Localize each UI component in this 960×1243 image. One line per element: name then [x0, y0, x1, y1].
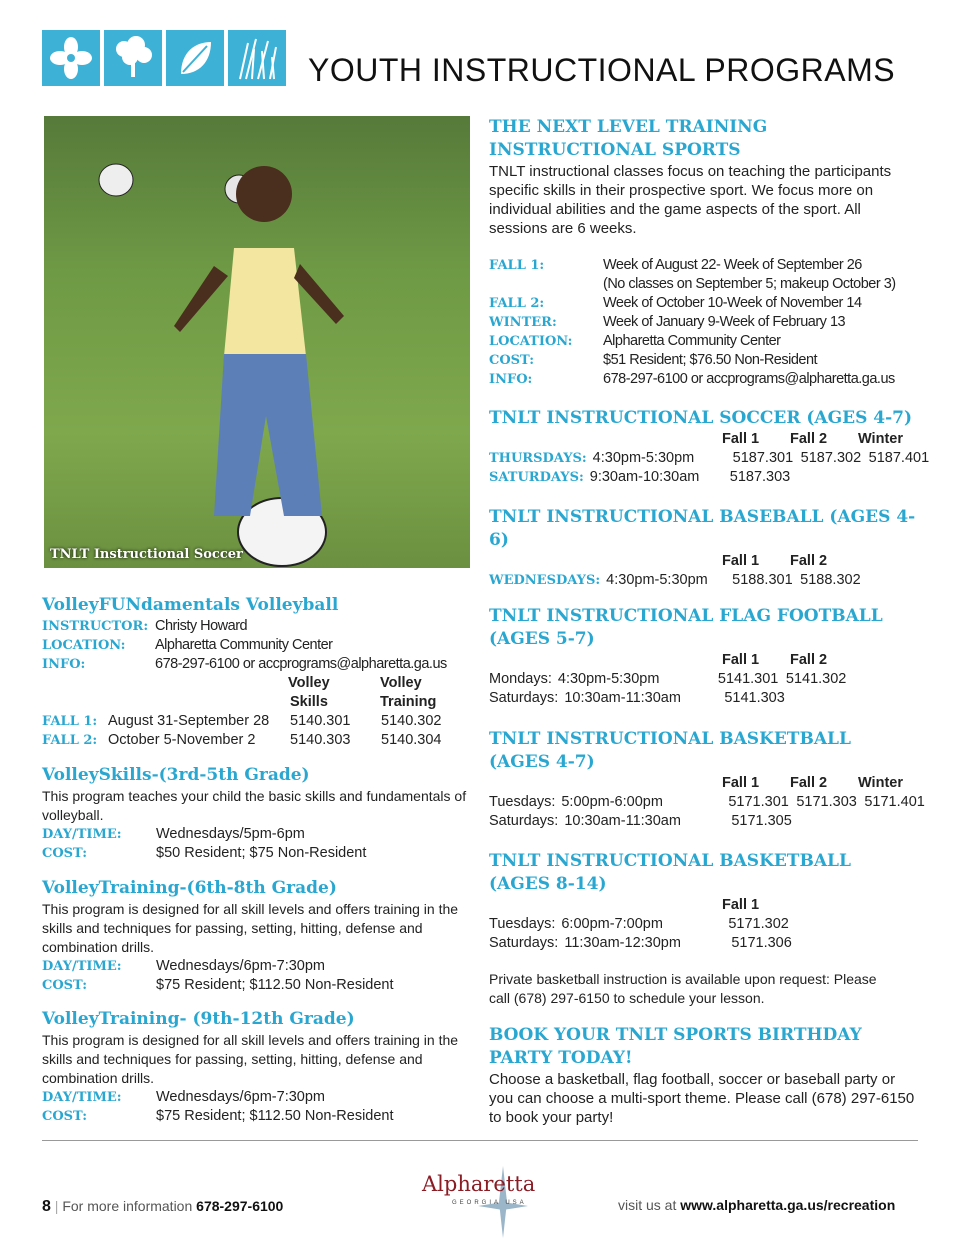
course-code: 5171.301	[728, 794, 789, 810]
field-label: COST:	[489, 353, 535, 368]
footer-url[interactable]: www.alpharetta.ga.us/recreation	[680, 1197, 896, 1213]
time-value: 4:30pm-5:30pm	[557, 671, 660, 687]
course-code	[866, 468, 934, 487]
footer-phone: 678-297-6100	[196, 1198, 284, 1214]
time-value: 4:30pm-5:30pm	[606, 572, 708, 588]
info-row	[489, 256, 919, 275]
field-label: INSTRUCTOR:	[42, 619, 149, 634]
section-heading: VolleyFUNdamentals Volleyball	[42, 595, 339, 615]
course-code: 5140.304	[381, 732, 442, 748]
section-description: Choose a basketball, flag football, soccer or baseball party or you can choose a multi-sport theme. Please call (678) 297-6150 to book your party!	[489, 1071, 915, 1126]
field-label: INFO:	[489, 372, 533, 387]
course-code: 5171.302	[728, 916, 789, 932]
info-row	[489, 313, 919, 332]
footer-visit-text: visit us at	[618, 1197, 677, 1213]
field-value: Week of August 22- Week of September 26	[603, 257, 862, 273]
section-heading: VolleyTraining-(6th-8th Grade)	[42, 878, 337, 898]
column-header: Skills	[290, 694, 328, 710]
course-code: 5171.303	[796, 794, 857, 810]
course-code: 5187.301	[732, 450, 794, 466]
field-value: (No classes on September 5; makeup October 3)	[603, 276, 896, 292]
info-row	[42, 655, 472, 674]
column-header: Fall 1	[722, 553, 760, 569]
column-header: Training	[380, 694, 437, 710]
section-heading: (AGES 8-14)	[489, 874, 607, 894]
field-label: DAY/TIME:	[42, 827, 122, 842]
leaf-icon	[166, 30, 224, 86]
baseball-section	[489, 506, 929, 590]
section-heading: TNLT INSTRUCTIONAL SOCCER (AGES 4-7)	[489, 408, 913, 428]
time-value: 5:00pm-6:00pm	[561, 794, 663, 810]
section-heading: INSTRUCTIONAL SPORTS	[489, 140, 741, 160]
column-header: Volley	[380, 675, 422, 691]
table-row	[489, 468, 929, 487]
footer-right	[618, 1197, 895, 1213]
field-value: 678-297-6100 or accprograms@alpharetta.ga.us	[155, 656, 447, 672]
field-value: $50 Resident; $75 Non-Resident	[156, 845, 367, 861]
course-code	[799, 812, 867, 831]
time-value: 9:30am-10:30am	[589, 469, 700, 485]
field-label: FALL 1:	[489, 258, 545, 273]
column-header: Winter	[858, 431, 903, 447]
table-row	[489, 915, 929, 934]
day-label: Tuesdays:	[489, 916, 556, 932]
course-code: 5187.401	[868, 450, 930, 466]
field-value: $75 Resident; $112.50 Non-Resident	[156, 1108, 394, 1124]
course-code: 5187.302	[800, 450, 862, 466]
day-label: Tuesdays:	[489, 794, 556, 810]
info-row	[489, 294, 919, 313]
section-heading: TNLT INSTRUCTIONAL FLAG FOOTBALL	[489, 606, 883, 626]
course-code: 5171.306	[731, 935, 792, 951]
session-table	[42, 712, 472, 750]
field-value: Alpharetta Community Center	[603, 333, 781, 349]
schedule-table	[489, 774, 929, 831]
field-label: LOCATION:	[489, 334, 573, 349]
column-header: Fall 2	[790, 431, 828, 447]
column-header: Fall 2	[790, 775, 828, 791]
course-code: 5140.303	[290, 732, 351, 748]
footer-info-text: For more information	[62, 1198, 193, 1214]
column-headers	[722, 430, 929, 449]
course-code	[792, 689, 860, 708]
field-label: COST:	[42, 846, 88, 861]
schedule-table	[489, 552, 929, 590]
column-header: Fall 1	[722, 431, 760, 447]
course-code	[867, 812, 935, 831]
grass-icon	[228, 30, 286, 86]
section-heading: VolleySkills-(3rd-5th Grade)	[42, 765, 310, 785]
column-headers	[722, 651, 929, 670]
day-label: Saturdays:	[489, 690, 559, 706]
column-headers	[722, 896, 929, 915]
section-heading: TNLT INSTRUCTIONAL BASEBALL (AGES 4-6)	[489, 507, 916, 550]
field-value: $51 Resident; $76.50 Non-Resident	[603, 352, 818, 368]
page-number: 8	[42, 1198, 51, 1215]
logo-wordmark: Alpharetta	[422, 1172, 536, 1196]
alpharetta-logo	[418, 1166, 538, 1238]
soccer-section	[489, 407, 929, 487]
info-row	[489, 275, 919, 294]
session-dates: October 5-November 2	[108, 732, 256, 748]
field-label: DAY/TIME:	[42, 1090, 122, 1105]
day-label: Mondays:	[489, 671, 552, 687]
footer-left	[42, 1198, 283, 1216]
field-label	[489, 275, 603, 294]
next-level-section	[489, 116, 919, 389]
section-description: This program is designed for all skill levels and offers training in the skills and techniques for passing, setting, hitting, defense and combination drills.	[42, 901, 459, 955]
session-row	[42, 731, 472, 750]
column-header: Volley	[288, 675, 330, 691]
info-row	[489, 351, 919, 370]
schedule-table	[489, 896, 929, 953]
field-label: INFO:	[42, 657, 86, 672]
field-label: COST:	[42, 1109, 88, 1124]
course-code: 5187.303	[729, 469, 791, 485]
field-value: Christy Howard	[155, 618, 248, 634]
field-value: 678-297-6100 or accprograms@alpharetta.ga.us	[603, 371, 895, 387]
logo-subtitle: GEORGIA USA	[452, 1200, 527, 1206]
course-code: 5188.301	[732, 572, 793, 588]
time-value: 11:30am-12:30pm	[564, 935, 681, 951]
course-code: 5141.302	[785, 671, 847, 687]
section-description: This program is designed for all skill levels and offers training in the skills and techniques for passing, setting, hitting, defense and combination drills.	[42, 1032, 459, 1086]
table-row	[489, 812, 929, 831]
column-headers	[722, 774, 929, 793]
header-icons	[42, 30, 286, 86]
column-header: Fall 1	[722, 652, 760, 668]
course-code: 5141.303	[724, 690, 785, 706]
course-code: 5140.301	[290, 713, 351, 729]
column-header: Fall 1	[722, 775, 760, 791]
footer-separator: |	[54, 1198, 59, 1214]
day-label: WEDNESDAYS:	[489, 573, 601, 588]
table-row	[489, 934, 929, 953]
section-heading: (AGES 5-7)	[489, 629, 595, 649]
page-title: YOUTH INSTRUCTIONAL PROGRAMS	[308, 52, 896, 88]
course-code	[798, 468, 866, 487]
tree-icon	[104, 30, 162, 86]
column-header: Fall 1	[722, 897, 760, 913]
section-heading: (AGES 4-7)	[489, 752, 595, 772]
schedule-table	[489, 430, 929, 487]
field-value: $75 Resident; $112.50 Non-Resident	[156, 977, 394, 993]
day-label: Saturdays:	[489, 813, 559, 829]
field-value: Wednesdays/5pm-6pm	[156, 826, 305, 842]
footer-divider	[42, 1140, 918, 1141]
flower-icon	[42, 30, 100, 86]
basketball-8-14-section	[489, 850, 929, 1008]
section-heading: TNLT INSTRUCTIONAL BASKETBALL	[489, 851, 851, 871]
column-header: Fall 2	[790, 553, 828, 569]
column-headers	[722, 552, 929, 571]
course-code: 5141.301	[717, 671, 779, 687]
session-label: FALL 1:	[42, 714, 98, 729]
course-code: 5140.302	[381, 713, 442, 729]
day-label: THURSDAYS:	[489, 451, 587, 466]
column-headers	[288, 674, 472, 693]
field-value: Alpharetta Community Center	[155, 637, 333, 653]
info-row	[489, 370, 919, 389]
info-row	[42, 617, 472, 636]
table-row	[489, 689, 929, 708]
section-heading: VolleyTraining- (9th-12th Grade)	[42, 1009, 355, 1029]
section-heading: TNLT INSTRUCTIONAL BASKETBALL	[489, 729, 851, 749]
time-value: 10:30am-11:30am	[564, 690, 681, 706]
table-row	[489, 793, 929, 812]
course-code: 5171.401	[864, 794, 925, 810]
column-header: Fall 2	[790, 652, 828, 668]
table-row	[489, 670, 929, 689]
schedule-list	[489, 256, 919, 389]
field-label: DAY/TIME:	[42, 959, 122, 974]
field-value: Week of October 10-Week of November 14	[603, 295, 862, 311]
birthday-party-section	[489, 1024, 921, 1127]
info-row	[489, 332, 919, 351]
course-code: 5188.302	[800, 572, 861, 588]
volleyskills-section	[42, 764, 472, 863]
field-label: LOCATION:	[42, 638, 126, 653]
column-header: Winter	[858, 775, 903, 791]
time-value: 10:30am-11:30am	[564, 813, 681, 829]
session-label: FALL 2:	[42, 733, 98, 748]
field-label: COST:	[42, 978, 88, 993]
photo-caption: TNLT Instructional Soccer	[50, 547, 243, 562]
table-row	[489, 449, 929, 468]
private-lesson-note: Private basketball instruction is available upon request: Please call (678) 297-6150 to schedule your lesson.	[489, 971, 877, 1006]
volleyfundamentals-section	[42, 594, 472, 750]
day-label: Saturdays:	[489, 935, 559, 951]
volleytraining-6-8-section	[42, 877, 472, 995]
field-label: FALL 2:	[489, 296, 545, 311]
session-dates: August 31-September 28	[108, 713, 270, 729]
basketball-4-7-section	[489, 728, 929, 831]
time-value: 4:30pm-5:30pm	[592, 450, 695, 466]
volleytraining-9-12-section	[42, 1008, 472, 1126]
section-description: TNLT instructional classes focus on teaching the participants specific skills in their prospective sport. We focus more on individual abilities and the game aspects of the sport. All sessions are 6 weeks.	[489, 163, 892, 237]
field-value: Week of January 9-Week of February 13	[603, 314, 846, 330]
field-value: Wednesdays/6pm-7:30pm	[156, 958, 325, 974]
course-code: 5171.305	[731, 813, 792, 829]
time-value: 6:00pm-7:00pm	[561, 916, 663, 932]
flag-football-section	[489, 605, 929, 708]
field-value: Wednesdays/6pm-7:30pm	[156, 1089, 325, 1105]
column-headers	[290, 693, 472, 712]
section-heading: BOOK YOUR TNLT SPORTS BIRTHDAY	[489, 1025, 862, 1045]
session-row	[42, 712, 472, 731]
section-heading: THE NEXT LEVEL TRAINING	[489, 117, 768, 137]
field-label: WINTER:	[489, 315, 557, 330]
section-description: This program teaches your child the basic skills and fundamentals of volleyball.	[42, 788, 467, 823]
info-row	[42, 636, 472, 655]
info-list	[42, 617, 472, 674]
schedule-table	[489, 651, 929, 708]
soccer-photo	[44, 116, 470, 568]
section-heading: PARTY TODAY!	[489, 1048, 633, 1068]
day-label: SATURDAYS:	[489, 470, 584, 485]
table-row	[489, 571, 929, 590]
